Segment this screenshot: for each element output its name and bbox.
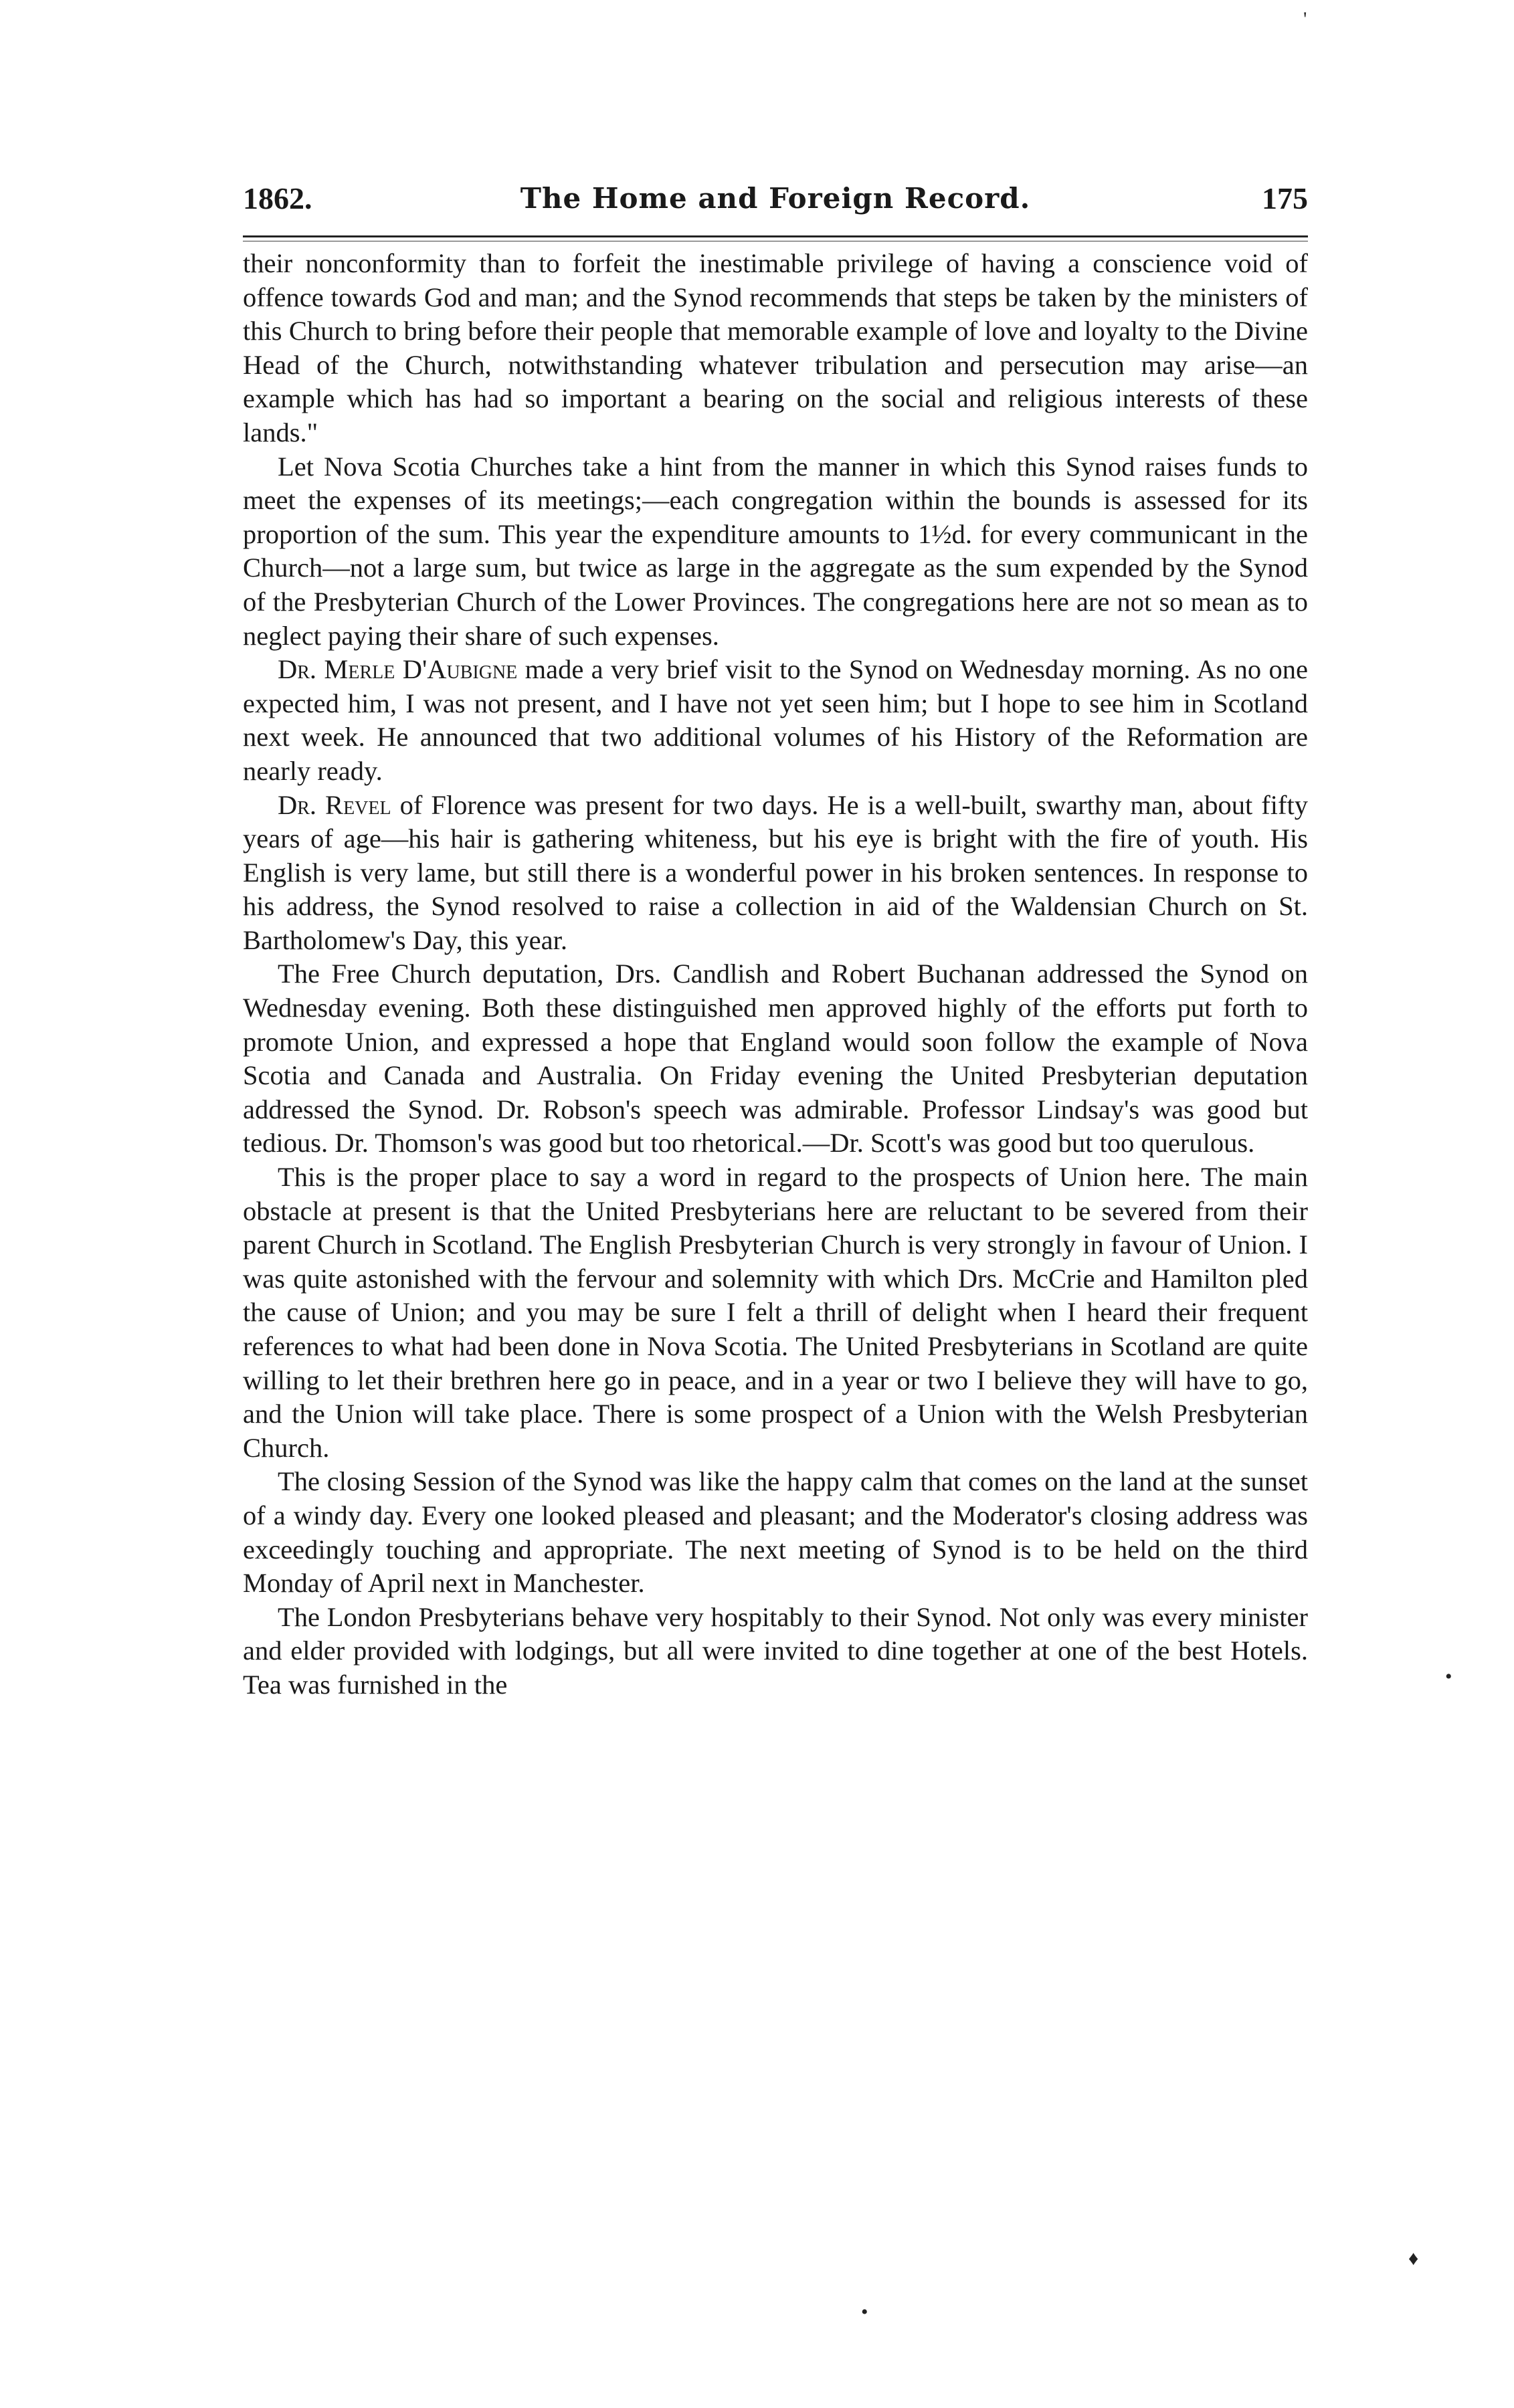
speck-mark: ♦ (1408, 2247, 1419, 2270)
paragraph-text: The London Presbyterians behave very hospitably to their Synod. Not only was every minister and elder provided with lodgings, but all were invited to dine together at one of the best Hotels. Tea was furnished in the (243, 1601, 1308, 1700)
document-page (243, 175, 1308, 1702)
paragraph-text: Let Nova Scotia Churches take a hint from the manner in which this Synod raises funds to meet the expenses of its meetings;—each congregation within the bounds is assessed for its proportion of the sum. This year the expenditure amounts to 1½d. for every communicant in the Church—not a large sum, but twice as large in the aggregate as the sum expended by the Synod of the Presbyterian Church of the Lower Provinces. The congregations here are not so mean as to neglect paying their share of such expenses. (243, 451, 1308, 651)
paragraph-6 (243, 1161, 1308, 1465)
header-rule (243, 235, 1308, 237)
paragraph-text: The Free Church deputation, Drs. Candlish and Robert Buchanan addressed the Synod on Wednesday evening. Both these distinguished men approved highly of the efforts put forth to promote Union, and expressed a hope that England would soon follow the example of Nova Scotia and Canada and Australia. On Friday evening the United Presbyterian deputation addressed the Synod. Dr. Robson's speech was admirable. Professor Lindsay's was good but tedious. Dr. Thomson's was good but too rhetorical.—Dr. Scott's was good but too querulous. (243, 959, 1308, 1159)
paragraph-text: This is the proper place to say a word in regard to the prospects of Union here. The main obstacle at present is that the United Presbyterians here are reluctant to be severed from their parent Church in Scotland. The English Presbyterian Church is very strongly in favour of Union. I was quite astonished with the fervour and solemnity with which Drs. McCrie and Hamilton pled the cause of Union; and you may be sure I felt a thrill of delight when I heard their frequent references to what had been done in Nova Scotia. The United Presbyterians in Scotland are quite willing to let their brethren here go in peace, and in a year or two I believe they will have to go, and the Union will take place. There is some prospect of a Union with the Welsh Presbyterian Church. (243, 1162, 1308, 1463)
paragraph-2 (243, 450, 1308, 654)
article-body (243, 247, 1308, 1702)
paragraph-8 (243, 1601, 1308, 1702)
running-header (243, 175, 1308, 222)
paragraph-text: made a very brief visit to the Synod on Wednesday morning. As no one expected him, I was not present, and I have not yet seen him; but I hope to see him in Scotland next week. He announced that two additional volumes of his History of the Reformation are nearly ready. (243, 654, 1309, 786)
paragraph-3 (243, 653, 1308, 788)
paragraph-1 (243, 247, 1308, 450)
paragraph-lead: Dr. Merle D'Aubigne (278, 654, 518, 685)
paragraph-text: The closing Session of the Synod was like the happy calm that comes on the land at the sunset of a windy day. Every one looked pleased and pleasant; and the Moderator's closing address was exceedingly touching and appropriate. The next meeting of Synod is to be held on the third Monday of April next in Manchester. (243, 1466, 1308, 1599)
paragraph-text: of Florence was present for two days. He is a well-built, swarthy man, about fifty years of age—his hair is gathering whiteness, but his eye is bright with the fire of youth. His English is very lame, but still there is a wonderful power in his broken sentences. In response to his address, the Synod resolved to raise a collection in aid of the Waldensian Church on St. Bartholomew's Day, this year. (243, 789, 1309, 955)
speck-mark: • (861, 2301, 868, 2323)
paragraph-5 (243, 957, 1308, 1161)
header-title: The Home and Foreign Record. (520, 182, 1031, 215)
header-year: 1862. (243, 181, 312, 215)
paragraph-lead: Dr. Revel (278, 789, 391, 820)
page-number: 175 (1262, 181, 1308, 215)
speck-mark: • (1445, 1666, 1452, 1688)
paragraph-4 (243, 789, 1308, 958)
paragraph-text: their nonconformity than to forfeit the inestimable privilege of having a conscience void of offence towards God and man; and the Synod recommends that steps be taken by the ministers of this Church to bring before their people that memorable example of love and loyalty to the Divine Head of the Church, notwithstanding whatever tribulation and persecution may arise—an example which has had so important a bearing on the social and religious interests of these lands." (243, 248, 1308, 447)
speck-mark: ' (1303, 8, 1307, 30)
paragraph-7 (243, 1465, 1308, 1600)
